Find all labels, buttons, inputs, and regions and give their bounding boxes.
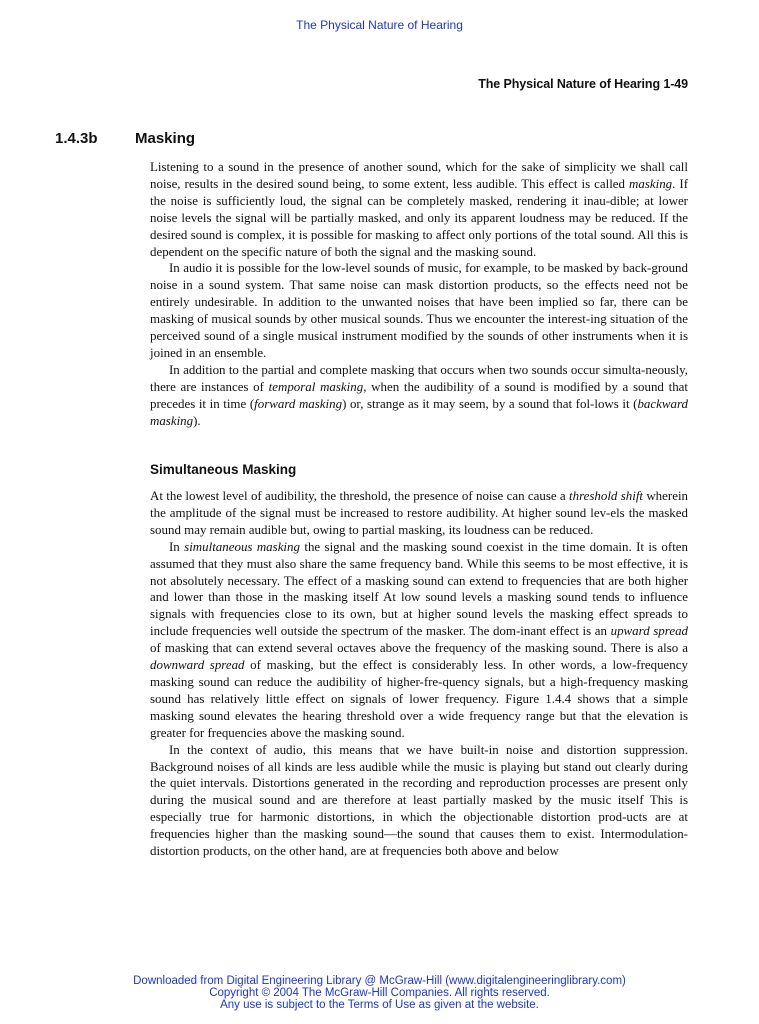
italic-term: upward spread (610, 623, 689, 639)
italic-term: masking (629, 175, 673, 191)
footer-download-link[interactable]: Downloaded from Digital Engineering Library @ McGraw-Hill (www.digitalengineeringlibrary.com) (133, 975, 626, 987)
footer-terms-link[interactable]: Any use is subject to the Terms of Use as given at the website. (220, 998, 539, 1011)
paragraph: At the lowest level of audibility, the threshold, the presence of noise can cause a threshold shift wherein the amplitude of the signal must be increased to restore audibility. At higher sound lev-els the masked sound may remain audible but, owing to partial masking, its loudness can be reduced. (150, 488, 689, 537)
section-number: 1.4.3b (55, 130, 98, 147)
italic-term: threshold shift (569, 488, 644, 503)
italic-term: temporal masking (268, 378, 364, 394)
simultaneous-masking-body (150, 488, 688, 860)
running-head: The Physical Nature of Hearing 1-49 (478, 77, 688, 91)
top-title-link[interactable]: The Physical Nature of Hearing (296, 18, 463, 32)
paragraph: In addition to the partial and complete masking that occurs when two sounds occur simulta-neously, there are instances of temporal masking, when the audibility of a sound is modified by a sound that precedes it in time (forward masking) or, strange as it may seem, by a sound that fol-lows it (backward masking). (150, 361, 688, 428)
paragraph: Listening to a sound in the presence of another sound, which for the sake of simplicity we shall call noise, results in the desired sound being, to some extent, less audible. This effect is called masking. If the noise is sufficiently loud, the signal can be completely masked, rendering it inau-dible; at lower noise levels the signal will be partially masked, and only its apparent loudness may be reduced. If the desired sound is complex, it is possible for masking to affect only portions of the total sound. All this is dependent on the specific nature of both the signal and the masking sound. (150, 159, 689, 259)
italic-term: backward masking (150, 395, 688, 428)
subsection-title: Simultaneous Masking (150, 462, 297, 477)
footer-copyright: Copyright © 2004 The McGraw-Hill Companies. All rights reserved. (209, 986, 550, 999)
italic-term: downward spread (150, 657, 245, 673)
section-title: Masking (135, 130, 196, 147)
masking-body (150, 159, 688, 430)
paragraph: In simultaneous masking the signal and the masking sound coexist in the time domain. It is often assumed that they must also share the same frequency band. While this seems to be most effective, it is not absolutely necessary. The effect of a masking sound can extend to frequencies that are both higher and lower than those in the masking itself At low sound levels a masking sound tends to influence signals with frequencies close to its own, but at higher sound levels the masking effect spreads to include frequencies well outside the spectrum of the masker. The dom-inant effect is an upward spread of masking that can extend several octaves above the frequency of the masking sound. There is also a downward spread of masking, but the effect is considerably less. In other words, a low-frequency masking sound can reduce the audibility of higher-fre-quency signals, but a high-frequency masking sound has relatively little effect on signals of lower frequency. Figure 1.4.4 shows that a simple masking sound elevates the hearing threshold over a wide frequency range but that the elevation is greater for frequencies above the masking sound. (150, 538, 689, 740)
footer-notice[interactable] (0, 976, 759, 1011)
paragraph: In the context of audio, this means that we have built-in noise and distortion suppression. Background noises of all kinds are less audible while the music is playing but stand out clearly during the quiet intervals. Distortions generated in the recording and reproduction processes are present only during the musical sound and are therefore at least partially masked by the music itself This is especially true for harmonic distortions, in which the objectionable distortion prod-ucts are at frequencies higher than the masking sound—the sound that causes them to exist. Intermodulation-distortion products, on the other hand, are at frequencies both above and below (150, 741, 688, 859)
italic-term: forward masking (254, 395, 343, 411)
italic-term: simultaneous masking (184, 538, 300, 554)
paragraph: In audio it is possible for the low-level sounds of music, for example, to be masked by back-ground noise in a sound system. That same noise can mask distortion products, so the effects need not be entirely undesirable. In addition to the unwanted noises that have been implied so far, there can be masking of musical sounds by other musical sounds. Thus we encounter the interest-ing situation of the perceived sound of a single musical instrument modified by the sounds of other instruments when it is joined in an ensemble. (150, 260, 688, 360)
